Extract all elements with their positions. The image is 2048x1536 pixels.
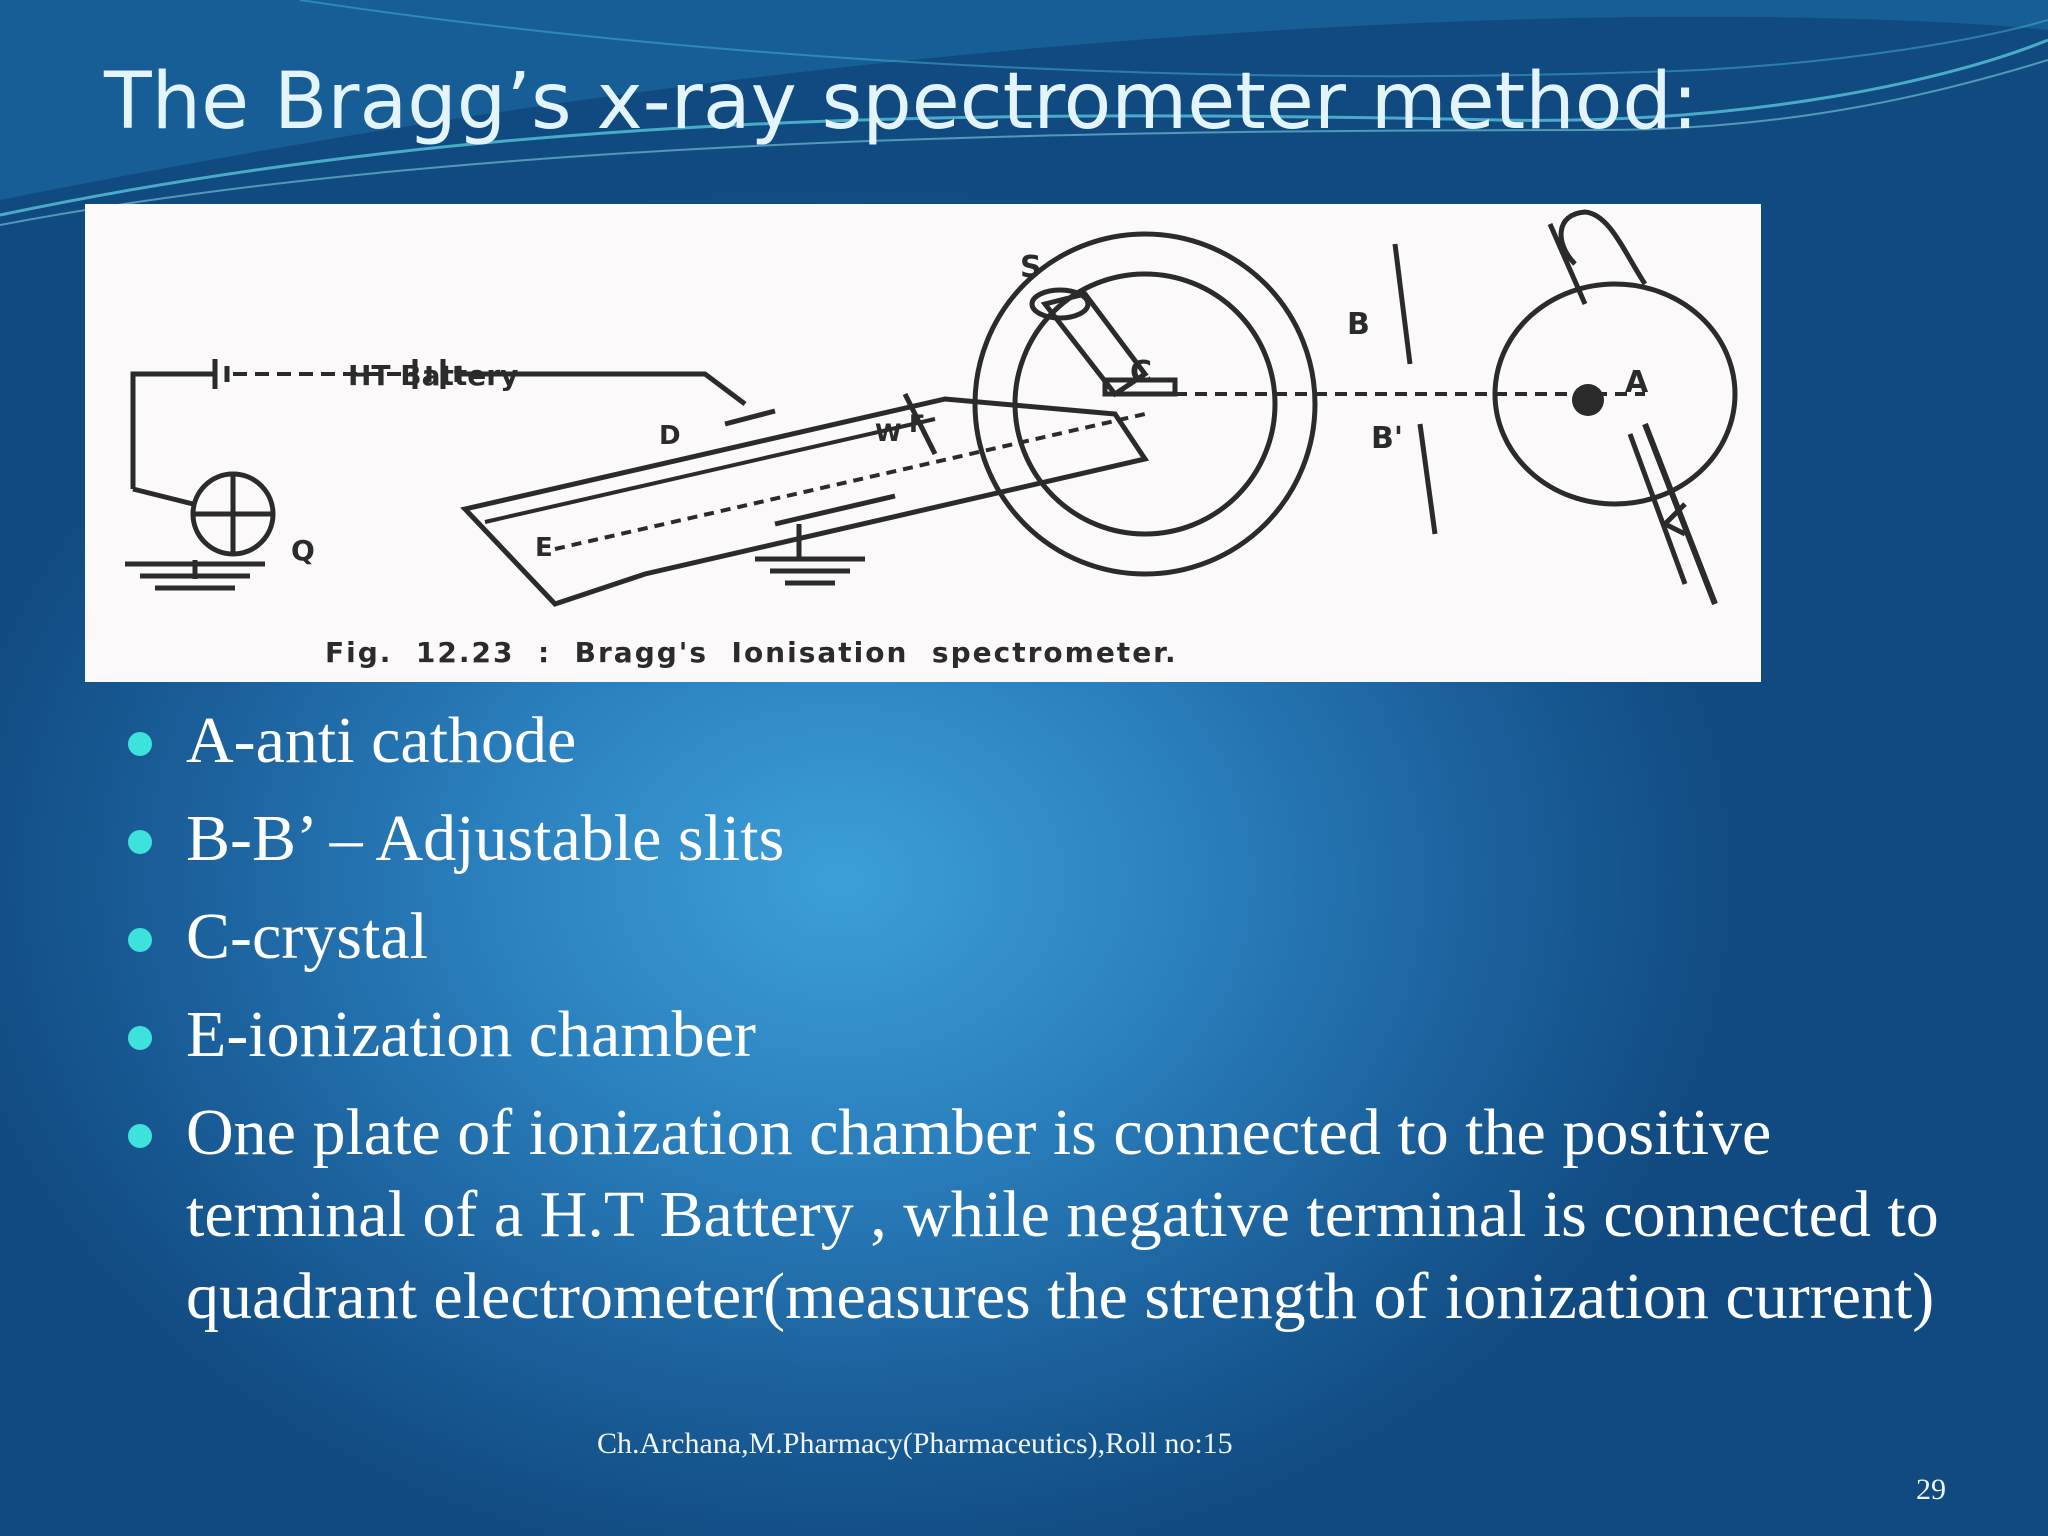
bullet-text: One plate of ionization chamber is connected to the positive terminal of a H.T Battery , while negative terminal is connected to quadrant electrometer(measures the strength of ionization current)	[186, 1096, 1939, 1333]
slit-b-prime	[1420, 424, 1435, 534]
bullet-text: E-ionization chamber	[186, 998, 756, 1071]
figure-labels	[291, 250, 1649, 669]
slide-footer: Ch.Archana,M.Pharmacy(Pharmaceutics),Roll no:15	[597, 1427, 1233, 1460]
label-ht-battery: HT Battery	[348, 359, 519, 392]
bullet-text: B-B’ – Adjustable slits	[186, 802, 785, 875]
bullet-dot-icon	[128, 928, 152, 952]
label-e: E	[535, 533, 553, 563]
label-a: A	[1625, 365, 1649, 400]
label-d: D	[659, 421, 681, 451]
bullet-list	[128, 700, 1948, 1338]
bullet-item	[128, 700, 1948, 782]
bullet-item	[128, 896, 1948, 978]
bragg-spectrometer-diagram	[85, 204, 1761, 682]
bullet-text: A-anti cathode	[186, 704, 577, 777]
circuit-wire-left	[133, 374, 213, 434]
figure-caption: Fig. 12.23 : Bragg's Ionisation spectrometer.	[325, 636, 1178, 669]
bragg-spectrometer-figure	[85, 204, 1761, 682]
bullet-dot-icon	[128, 732, 152, 756]
label-q: Q	[291, 534, 315, 567]
label-b: B	[1347, 307, 1370, 342]
label-w: W	[875, 419, 902, 447]
label-f: F	[909, 410, 926, 438]
bullet-text: C-crystal	[186, 900, 428, 973]
slide-title: The Bragg’s x-ray spectrometer method:	[104, 57, 1699, 147]
anti-cathode-a	[1572, 384, 1604, 416]
bullet-item	[128, 1092, 1948, 1338]
page-number: 29	[1916, 1473, 1946, 1506]
bullet-dot-icon	[128, 1026, 152, 1050]
bullet-item	[128, 994, 1948, 1076]
label-b-prime: B'	[1371, 421, 1404, 456]
bullet-item	[128, 798, 1948, 880]
label-c: C	[1130, 355, 1153, 390]
label-s: S	[1020, 250, 1042, 285]
slit-b	[1395, 244, 1410, 364]
bullet-dot-icon	[128, 830, 152, 854]
bullet-dot-icon	[128, 1124, 152, 1148]
